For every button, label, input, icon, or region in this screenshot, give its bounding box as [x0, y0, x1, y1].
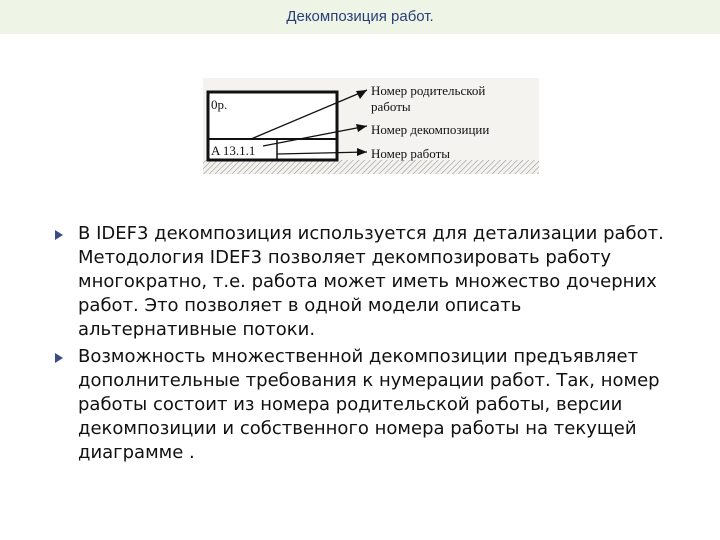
node-label: 0р.: [211, 97, 228, 112]
callout-parent-line1: Номер родительской: [371, 83, 486, 98]
work-number-figure: [203, 78, 539, 174]
bullet-text: В IDEF3 декомпозиция используется для детализации работ. Методология IDEF3 позволяет декомпозировать работу многократно, т.е. работа может иметь множество дочерних работ. Это позволяет в одной модели описать альтернативные потоки.: [78, 223, 664, 340]
arrowhead-decomposition: [356, 124, 367, 132]
slide-title: Декомпозиция работ.: [286, 8, 434, 25]
callout-parent-line2: работы: [371, 99, 411, 114]
work-number: A 13.1.1: [211, 143, 256, 158]
bullet-text: Возможность множественной декомпозиции предъявляет дополнительные требования к нумерации работ. Так, номер работы состоит из номера родительской работы, версии декомпозиции и собственного номера работы на текущей диаграмме .: [78, 346, 660, 463]
bullet-list: [55, 222, 685, 468]
bullet-marker-icon: [55, 353, 63, 363]
callout-decomposition: Номер декомпозиции: [371, 122, 490, 137]
bullet-marker-icon: [55, 230, 63, 240]
arrowhead-work: [357, 148, 367, 156]
bullet-item: [55, 345, 685, 465]
callout-work: Номер работы: [371, 146, 451, 161]
bullet-item: [55, 222, 685, 342]
hatched-edge: [203, 160, 539, 174]
work-number-diagram: [203, 78, 539, 174]
